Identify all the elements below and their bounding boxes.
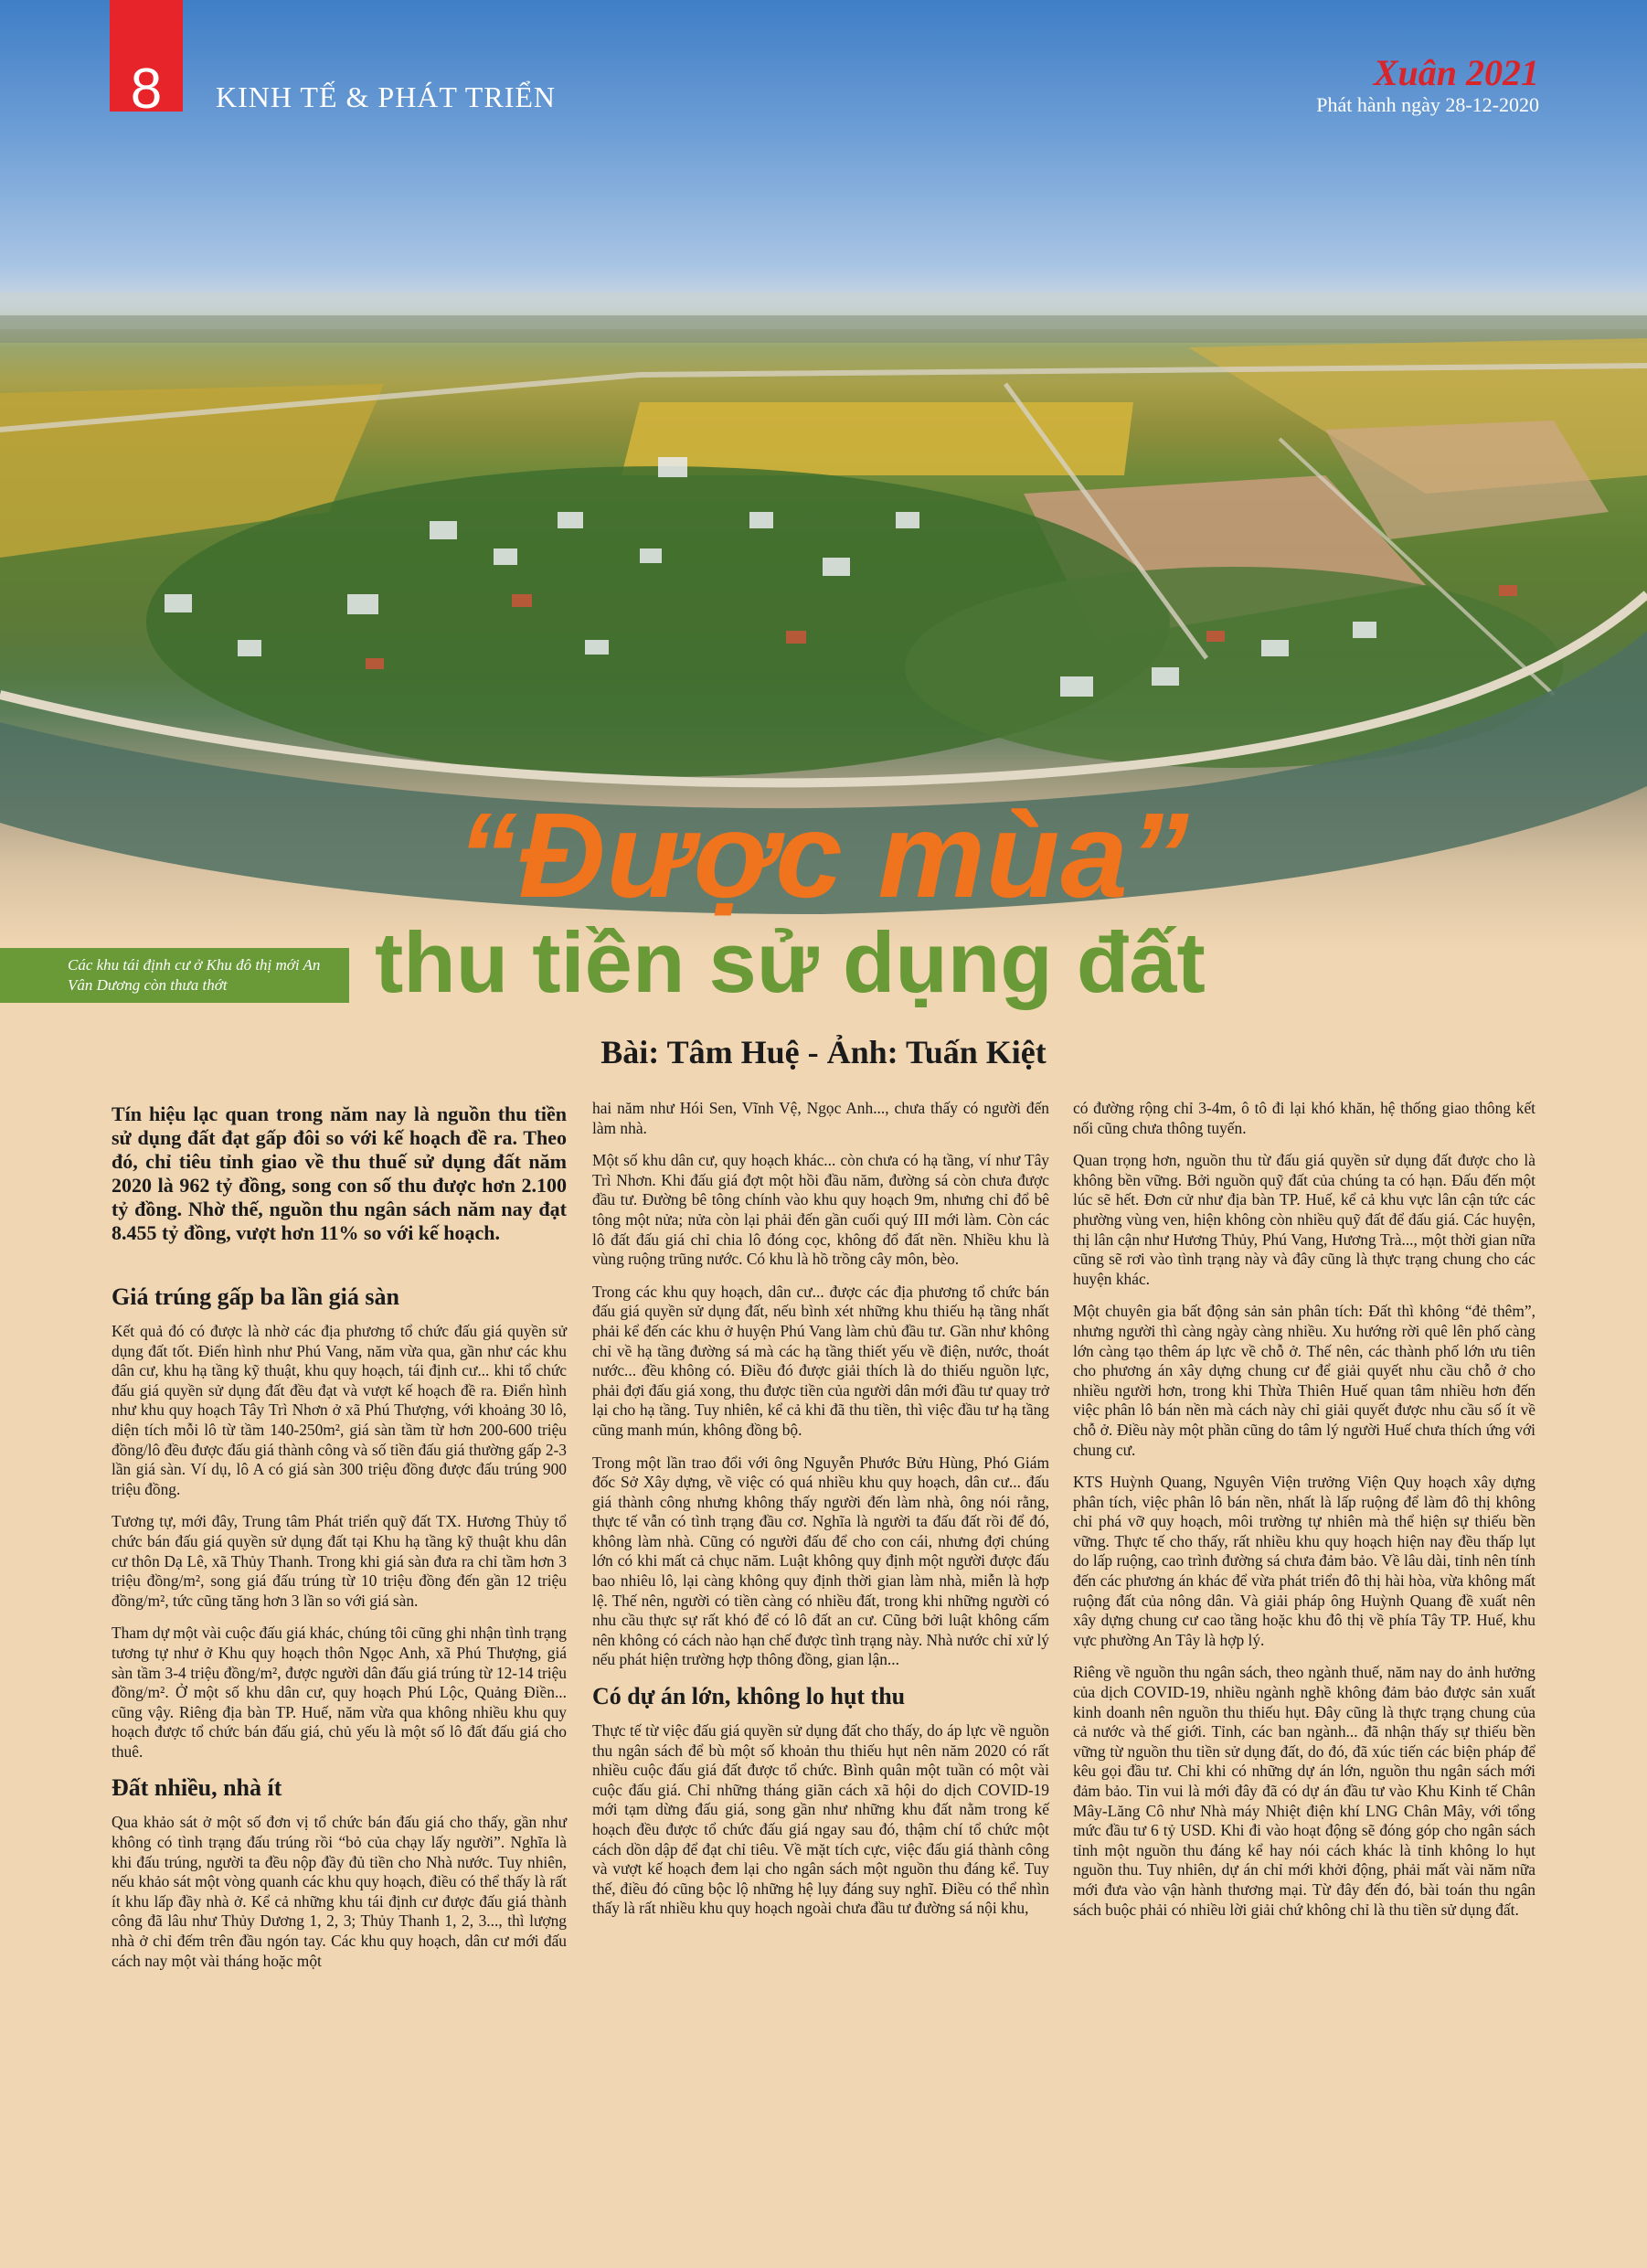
headline-line-1: “Được mùa”	[457, 788, 1190, 922]
edition-label: Xuân 2021	[1373, 52, 1539, 93]
paragraph: KTS Huỳnh Quang, Nguyên Viện trưởng Viện Quy hoạch xây dựng phân tích, việc phân lô bán nền, nhất là lấp ruộng để làm đô thị không chỉ phá vỡ quy hoạch, môi trường tự nhiên mà thể hiện sự thiếu bền vững. Thực tế cho thấy, rất nhiều khu quy hoạch hiện nay đều thấp lụt do lấp ruộng, cao trình đường sá chưa đảm bảo. Về lâu dài, tỉnh nên tính đến các phương án khác để vừa phát triển đô thị hài hòa, vừa không mất ruộng đất của nông dân. Và giải pháp ông Huỳnh Quang đề xuất nên xây dựng chung cư cao tầng hoặc khu đô thị về phía Tây TP. Huế, khu vực phường An Tây là hợp lý.	[1073, 1473, 1535, 1649]
subheading-1: Giá trúng gấp ba lần giá sàn	[112, 1283, 399, 1310]
paragraph: Quan trọng hơn, nguồn thu từ đấu giá quyền sử dụng đất được cho là không bền vững. Bởi nguồn quỹ đất của chúng ta có hạn. Đấu đến một lúc sẽ hết. Đơn cử như địa bàn TP. Huế, kể cả khu vực lân cận tức các phường vùng ven, hiện không còn nhiều quỹ đất để đấu giá. Các huyện, thị lân cận như Hương Thủy, Phú Vang, Hương Trà..., một thời gian nữa cũng sẽ rơi vào tình trạng này và đây cũng là thực trạng chung cho các huyện khác.	[1073, 1151, 1535, 1288]
column-1	[112, 1099, 567, 1984]
section-title: KINH TẾ & PHÁT TRIỂN	[216, 80, 556, 113]
paragraph: Một chuyên gia bất động sản sản phân tích: Đất thì không “đẻ thêm”, nhưng người thì càng ngày càng nhiều. Xu hướng rời quê lên phố càng lớn càng tạo thêm áp lực về chỗ ở. Thế nên, các thành phố lớn ưu tiên cho phương án xây dựng chung cư để giải quyết nhu cầu chỗ ở cho nhiều người hơn, trong khi Thừa Thiên Huế quan tâm nhiều hơn đến việc phân lô bán nền mà cách này chỉ giải quyết được nhu cầu số ít về chỗ ở. Điều này một phần cũng do tâm lý người Huế chưa thích ứng với chung cư.	[1073, 1302, 1535, 1459]
release-date: Phát hành ngày 28-12-2020	[1316, 93, 1539, 116]
paragraph: Kết quả đó có được là nhờ các địa phương tổ chức đấu giá quyền sử dụng đất tốt. Điển hình như Phú Vang, năm vừa qua, gần như các khu dân cư, khu hạ tầng kỹ thuật, khu quy hoạch, tái định cư... khi tổ chức đấu giá quyền sử dụng đất đều đạt và vượt kế hoạch đề ra. Điển hình như khu quy hoạch Tây Trì Nhơn ở xã Phú Thượng, với khoảng 30 lô, diện tích mỗi lô từ tầm 140-250m², giá sàn tầm từ hơn 200-600 triệu đồng/lô đều được đấu giá thành công và số tiền đấu giá thường gấp 2-3 lần giá sàn. Ví dụ, lô A có giá sàn 300 triệu đồng được đấu trúng 900 triệu đồng.	[112, 1322, 567, 1498]
paragraph: Trong các khu quy hoạch, dân cư... được các địa phương tổ chức bán đấu giá quyền sử dụng đất, nếu bình xét những khu thiếu hạ tầng nhất phải kể đến các khu ở huyện Phú Vang làm chủ đầu tư. Gần như không chỉ về hạ tầng đường sá mà các hạ tầng thiết yếu về điện, nước, thoát nước... đều không có. Điều đó được giải thích là do thiếu nguồn lực, phải đợi đấu giá xong, thu được tiền của người dân mới đầu tư quay trở lại cho hạ tầng. Tuy nhiên, kể cả khi đã thu tiền, thì việc đầu tư hạ tầng cũng manh mún, không đồng bộ.	[592, 1282, 1049, 1439]
lead-paragraph: Tín hiệu lạc quan trong năm nay là nguồn thu tiền sử dụng đất đạt gấp đôi so với kế hoạch đề ra. Theo đó, chỉ tiêu tỉnh giao về thu thuế sử dụng đất năm 2020 là 962 tỷ đồng, song con số thu được hơn 2.100 tỷ đồng. Nhờ thế, nguồn thu ngân sách năm nay đạt 8.455 tỷ đồng, vượt hơn 11% so với kế hoạch.	[112, 1102, 567, 1244]
byline: Bài: Tâm Huệ - Ảnh: Tuấn Kiệt	[600, 1034, 1047, 1070]
paragraph: Trong một lần trao đổi với ông Nguyễn Phước Bửu Hùng, Phó Giám đốc Sở Xây dựng, về việc có quá nhiều khu quy hoạch, dân cư... đấu giá thành công nhưng không thấy người đến làm nhà, ông nói rằng, thực tế vẫn có tình trạng đầu cơ. Nghĩa là người ta đấu đất rồi để đó, không làm nhà. Cũng có người đấu để cho con cái, nhưng đợi chúng lớn có khi mất cả chục năm. Luật không quy định một người được đấu bao nhiêu lô, lại càng không quy định thời gian làm nhà, miễn là hợp lệ. Thế nên, người có tiền càng có nhiều đất, trong khi những người có nhu cầu thực sự rất khó để có lô đất an cư. Cũng bởi luật không cấm nên không có cách nào hạn chế được tình trạng này. Nhà nước chỉ xử lý nếu phát hiện trường hợp thông đồng, gian lận...	[592, 1453, 1049, 1669]
paragraph: Một số khu dân cư, quy hoạch khác... còn chưa có hạ tầng, ví như Tây Trì Nhơn. Khi đấu giá đợt một hồi đầu năm, đường sá còn chưa được đầu tư. Đường bê tông chính vào khu quy hoạch 9m, nhưng chỉ đổ bê tông một nửa; nửa còn lại phải đến gần cuối quý III mới làm. Còn các lô đất đấu giá chỉ chia lô đóng cọc, không đổ đất nền. Nhiều khu là vùng ruộng trũng nước. Có khu là hồ trồng cây môn, bèo.	[592, 1151, 1049, 1269]
paragraph: Riêng về nguồn thu ngân sách, theo ngành thuế, năm nay do ảnh hưởng của dịch COVID-19, nhiều ngành nghề không đảm bảo được sản xuất kinh doanh nên nguồn thu thiếu hụt. Đây cũng là thực trạng chung của cả nước và thế giới. Tỉnh, các ban ngành... đã nhận thấy sự thiếu bền vững từ nguồn thu tiền sử dụng đất, do đó, đã xúc tiến các biện pháp để kêu gọi đầu tư. Chỉ khi có những dự án lớn, nguồn thu ngân sách mới đảm bảo. Tin vui là mới đây đã có dự án đầu tư vào Khu Kinh tế Chân Mây-Lăng Cô như Nhà máy Nhiệt điện khí LNG Chân Mây, với tổng mức đầu tư 6 tỷ USD. Khi đi vào hoạt động sẽ đóng góp cho ngân sách tỉnh một nguồn thu đáng kể hay nói cách khác là tỉnh không lo hụt nguồn thu. Tuy nhiên, dự án chỉ mới khởi động, phải mất vài năm nữa mới đưa vào vận hành thương mại. Từ đây đến đó, bài toán thu ngân sách buộc phải có nhiều lời giải chứ không chỉ là thu tiền sử dụng đất.	[1073, 1663, 1535, 1919]
paragraph: Tham dự một vài cuộc đấu giá khác, chúng tôi cũng ghi nhận tình trạng tương tự như ở Khu quy hoạch thôn Ngọc Anh, xã Phú Thượng, giá sàn tầm 3-4 triệu đồng/m², được người dân đấu giá trúng từ 12-14 triệu đồng/m². Ở một số khu dân cư, quy hoạch Phú Lộc, Quảng Điền... cũng vậy. Riêng địa bàn TP. Huế, năm vừa qua không nhiều khu quy hoạch được tổ chức bán đấu giá, chủ yếu là một số lô đất đấu giá cho thuê.	[112, 1624, 567, 1761]
column-2	[592, 1099, 1049, 1932]
paragraph: có đường rộng chỉ 3-4m, ô tô đi lại khó khăn, hệ thống giao thông kết nối cũng chưa thông tuyến.	[1073, 1099, 1535, 1137]
paragraph: Thực tế từ việc đấu giá quyền sử dụng đất cho thấy, do áp lực về nguồn thu ngân sách để bù một số khoản thu thiếu hụt nên năm 2020 có rất nhiều cuộc đấu giá đất được tổ chức. Bình quân một tuần có một vài cuộc đấu giá. Chỉ những tháng giãn cách xã hội do dịch COVID-19 mới tạm dừng đấu giá, song gần như những khu đất nằm trong kế hoạch đều được tổ chức đấu giá ngay sau đó, thậm chí tổ chức một cách dồn dập để đạt chỉ tiêu. Về mặt tích cực, việc đấu giá thành công và vượt kế hoạch đem lại cho ngân sách một nguồn thu đáng kể. Tuy thế, điều đó cũng bộc lộ những hệ lụy đáng suy nghĩ. Điều có thể nhìn thấy là rất nhiều khu quy hoạch ngoài chưa đầu tư đường sá nội khu,	[592, 1721, 1049, 1918]
subheading-3: Có dự án lớn, không lo hụt thu	[592, 1683, 906, 1710]
column-3	[1073, 1099, 1535, 1933]
paragraph: Tương tự, mới đây, Trung tâm Phát triển quỹ đất TX. Hương Thủy tổ chức bán đấu giá quyền sử dụng đất tại Khu hạ tầng kỹ thuật khu dân cư thôn Dạ Lê, xã Thủy Thanh. Trong khi giá sàn đưa ra chỉ tầm hơn 3 triệu đồng/m², song giá đấu trúng từ 10 triệu đồng đến gần 12 triệu đồng/m², tức cũng tăng hơn 3 lần so với giá sàn.	[112, 1512, 567, 1610]
page-number: 8	[110, 0, 183, 112]
subheading-2: Đất nhiều, nhà ít	[112, 1774, 282, 1802]
paragraph: hai năm như Hói Sen, Vĩnh Vệ, Ngọc Anh..., chưa thấy có người đến làm nhà.	[592, 1099, 1049, 1137]
paragraph: Qua khảo sát ở một số đơn vị tổ chức bán đấu giá cho thấy, gần như không có tình trạng đấu trúng rồi “bỏ của chạy lấy người”. Nghĩa là khi đấu trúng, người ta đều nộp đầy đủ tiền cho Nhà nước. Tuy nhiên, nếu khảo sát một vòng quanh các khu quy hoạch, điều có thể thấy là rất ít khu lấp đầy nhà ở. Kể cả những khu tái định cư được đấu giá thành công đã lâu như Thủy Dương 1, 2, 3; Thủy Thanh 1, 2, 3..., thì lượng nhà ở chỉ đếm trên đầu ngón tay. Các khu quy hoạch, dân cư mới đấu cách nay một vài tháng hoặc một	[112, 1813, 567, 1970]
photo-caption: Các khu tái định cư ở Khu đô thị mới An Vân Dương còn thưa thớt	[0, 948, 349, 1003]
headline-line-2: thu tiền sử dụng đất	[375, 914, 1206, 1010]
